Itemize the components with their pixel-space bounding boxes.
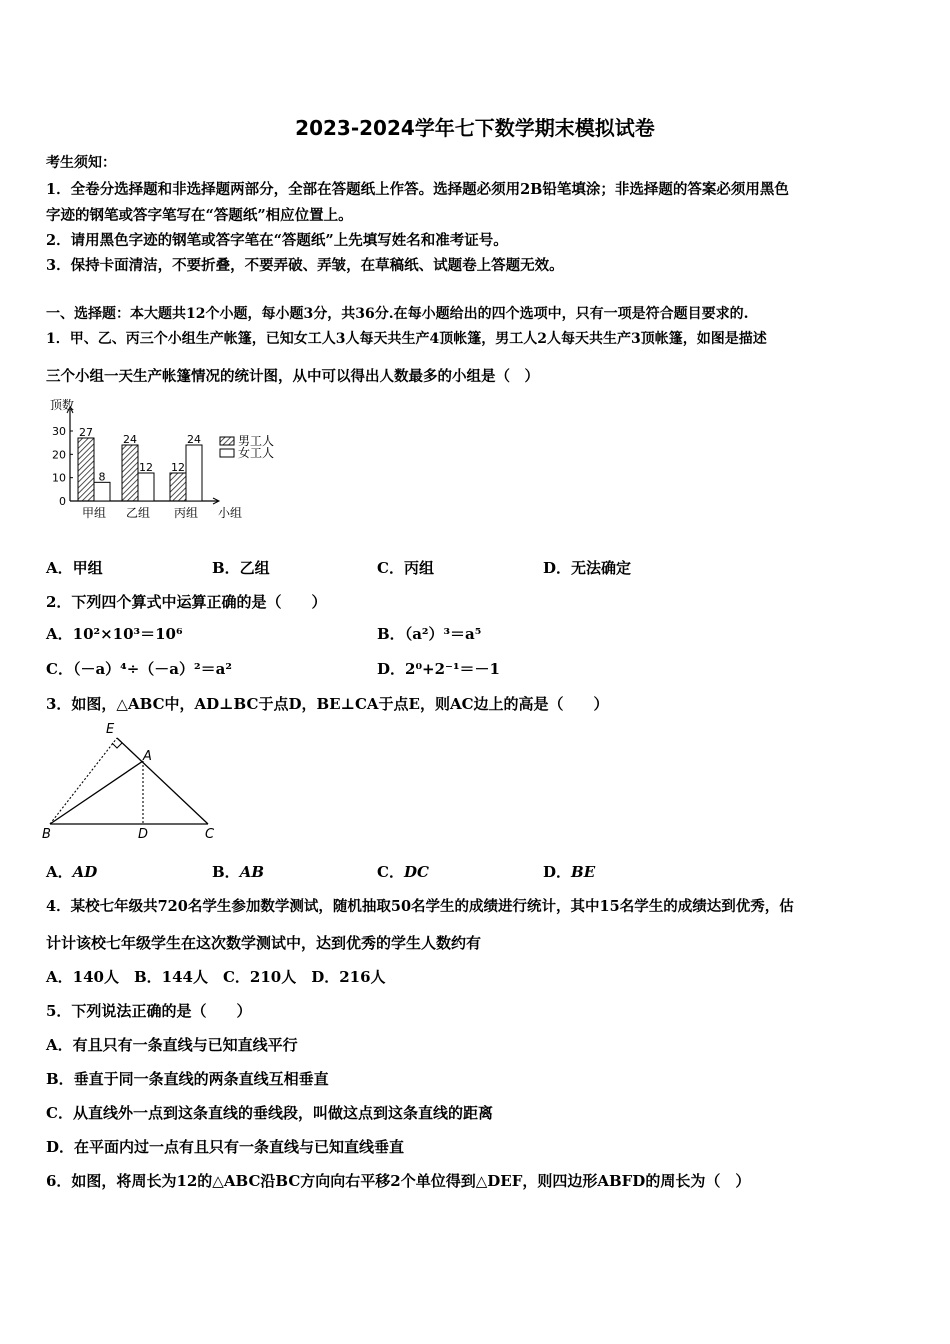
q2-option-b[interactable] xyxy=(377,623,481,644)
page-title: 2023-2024学年七下数学期末模拟试卷 xyxy=(295,116,655,140)
q3-option-b-value: AB xyxy=(239,863,265,881)
q1-stem-line-1: 1．甲、乙、丙三个小组生产帐篷，已知女工人3人每天共生产4顶帐篷，男工人2人每天共生产3顶帐篷，如图是描述 xyxy=(46,331,767,347)
notice-line-3: 2．请用黑色字迹的钢笔或答字笔在“答题纸”上先填写姓名和准考证号。 xyxy=(46,232,508,249)
q3-option-d-label: D． xyxy=(543,863,572,881)
bar-male xyxy=(122,445,138,501)
section-heading: 一、选择题：本大题共12个小题，每小题3分，共36分.在每小题给出的四个选项中，只有一项是符合题目要求的. xyxy=(46,306,749,322)
q4-stem-line-2: 计计该校七年级学生在这次数学测试中，达到优秀的学生人数约有 xyxy=(46,934,482,952)
bar-value-label: 24 xyxy=(123,433,137,446)
bar-value-label: 24 xyxy=(187,433,201,446)
right-angle-mark xyxy=(112,743,122,748)
y-tick-label: 0 xyxy=(59,495,66,508)
q2-option-a-label: A． xyxy=(46,625,73,643)
q2-option-c-text: （－a）⁴÷（－a）²＝a² xyxy=(72,660,232,678)
q2-option-a-text: 10²×10³＝10⁶ xyxy=(72,625,183,643)
q2-stem: 2．下列四个算式中运算正确的是（ ） xyxy=(46,593,327,611)
q3-option-c-value: DC xyxy=(403,863,429,881)
bar-female xyxy=(94,482,110,501)
legend-swatch-male xyxy=(220,437,234,445)
q1-option-c[interactable]: C．丙组 xyxy=(377,559,434,577)
q3-option-d-value: BE xyxy=(571,863,596,881)
q1-stem-line-2: 三个小组一天生产帐篷情况的统计图，从中可以得出人数最多的小组是（ ） xyxy=(46,368,539,385)
q2-option-d-label: D． xyxy=(377,660,406,678)
y-axis-label: 顶数 xyxy=(50,398,75,412)
y-tick-label: 30 xyxy=(52,425,66,438)
x-tick-label: 甲组 xyxy=(81,506,107,520)
q6-stem: 6．如图，将周长为12的△ABC沿BC方向向右平移2个单位得到△DEF，则四边形ABFD的周长为（ ） xyxy=(46,1172,751,1190)
q3-option-d[interactable] xyxy=(543,861,595,882)
point-label-a: A xyxy=(143,749,152,764)
q5-option-c[interactable]: C．从直线外一点到这条直线的垂线段，叫做这点到这条直线的距离 xyxy=(46,1104,493,1122)
x-axis-label: 小组 xyxy=(218,506,243,520)
q2-option-c-label: C． xyxy=(46,660,73,678)
q3-triangle-figure xyxy=(40,718,230,843)
q1-option-a[interactable]: A．甲组 xyxy=(46,559,103,577)
q5-option-a[interactable]: A．有且只有一条直线与已知直线平行 xyxy=(46,1036,298,1054)
q1-option-d[interactable]: D．无法确定 xyxy=(543,559,632,577)
notice-heading: 考生须知： xyxy=(46,155,116,171)
x-tick-label: 乙组 xyxy=(125,506,151,520)
legend-swatch-female xyxy=(220,449,234,457)
bar-value-label: 12 xyxy=(171,461,185,474)
q2-option-b-label: B． xyxy=(377,625,405,643)
bar-value-label: 12 xyxy=(139,461,153,474)
q3-option-b[interactable] xyxy=(212,861,264,882)
q3-option-a-value: AD xyxy=(72,863,98,881)
notice-line-1: 1．全卷分选择题和非选择题两部分，全部在答题纸上作答。选择题必须用2B铅笔填涂；非选择题的答案必须用黑色 xyxy=(46,181,789,198)
q5-option-b[interactable]: B．垂直于同一条直线的两条直线互相垂直 xyxy=(46,1070,329,1088)
q2-option-b-text: （a²）³＝a⁵ xyxy=(404,625,482,643)
point-label-e: E xyxy=(106,722,115,737)
q3-option-c-label: C． xyxy=(377,863,404,881)
legend-label: 男工人 xyxy=(238,434,275,448)
q4-stem-line-1: 4．某校七年级共720名学生参加数学测试，随机抽取50名学生的成绩进行统计，其中15名学生的成绩达到优秀，估 xyxy=(46,898,794,915)
point-label-d: D xyxy=(138,827,149,842)
segment-ba xyxy=(50,761,143,824)
q1-option-b[interactable]: B．乙组 xyxy=(212,559,270,577)
notice-line-2: 字迹的钢笔或答字笔写在“答题纸”相应位置上。 xyxy=(46,207,353,224)
q5-stem: 5．下列说法正确的是（ ） xyxy=(46,1002,252,1020)
q2-option-d[interactable] xyxy=(377,658,500,679)
q2-option-c[interactable] xyxy=(46,658,232,679)
q1-bar-chart xyxy=(46,395,296,525)
bar-female xyxy=(186,445,202,501)
q5-option-d[interactable]: D．在平面内过一点有且只有一条直线与已知直线垂直 xyxy=(46,1138,405,1156)
q3-stem: 3．如图，△ABC中，AD⊥BC于点D，BE⊥CA于点E，则AC边上的高是（ ） xyxy=(46,695,609,713)
legend-label: 女工人 xyxy=(238,446,275,460)
bar-value-label: 8 xyxy=(98,470,106,484)
bar-male xyxy=(170,473,186,501)
bar-value-label: 27 xyxy=(79,426,93,439)
x-tick-label: 丙组 xyxy=(173,506,199,520)
y-tick-label: 20 xyxy=(52,448,66,462)
point-label-b: B xyxy=(42,827,51,842)
y-tick-label: 10 xyxy=(52,471,66,485)
segment-be-dotted xyxy=(50,738,117,824)
bar-female xyxy=(138,473,154,501)
point-label-c: C xyxy=(205,827,215,842)
q4-options[interactable]: A．140人 B．144人 C．210人 D．216人 xyxy=(46,968,386,986)
q2-option-a[interactable] xyxy=(46,623,183,644)
bar-male xyxy=(78,438,94,501)
q2-option-d-text: 2⁰+2⁻¹＝－1 xyxy=(405,660,500,678)
q3-option-a-label: A． xyxy=(46,863,73,881)
q3-option-c[interactable] xyxy=(377,861,429,882)
q3-option-b-label: B． xyxy=(212,863,240,881)
segment-ea-c xyxy=(117,738,208,824)
notice-line-4: 3．保持卡面清洁，不要折叠，不要弄破、弄皱，在草稿纸、试题卷上答题无效。 xyxy=(46,257,564,274)
q3-option-a[interactable] xyxy=(46,861,97,882)
